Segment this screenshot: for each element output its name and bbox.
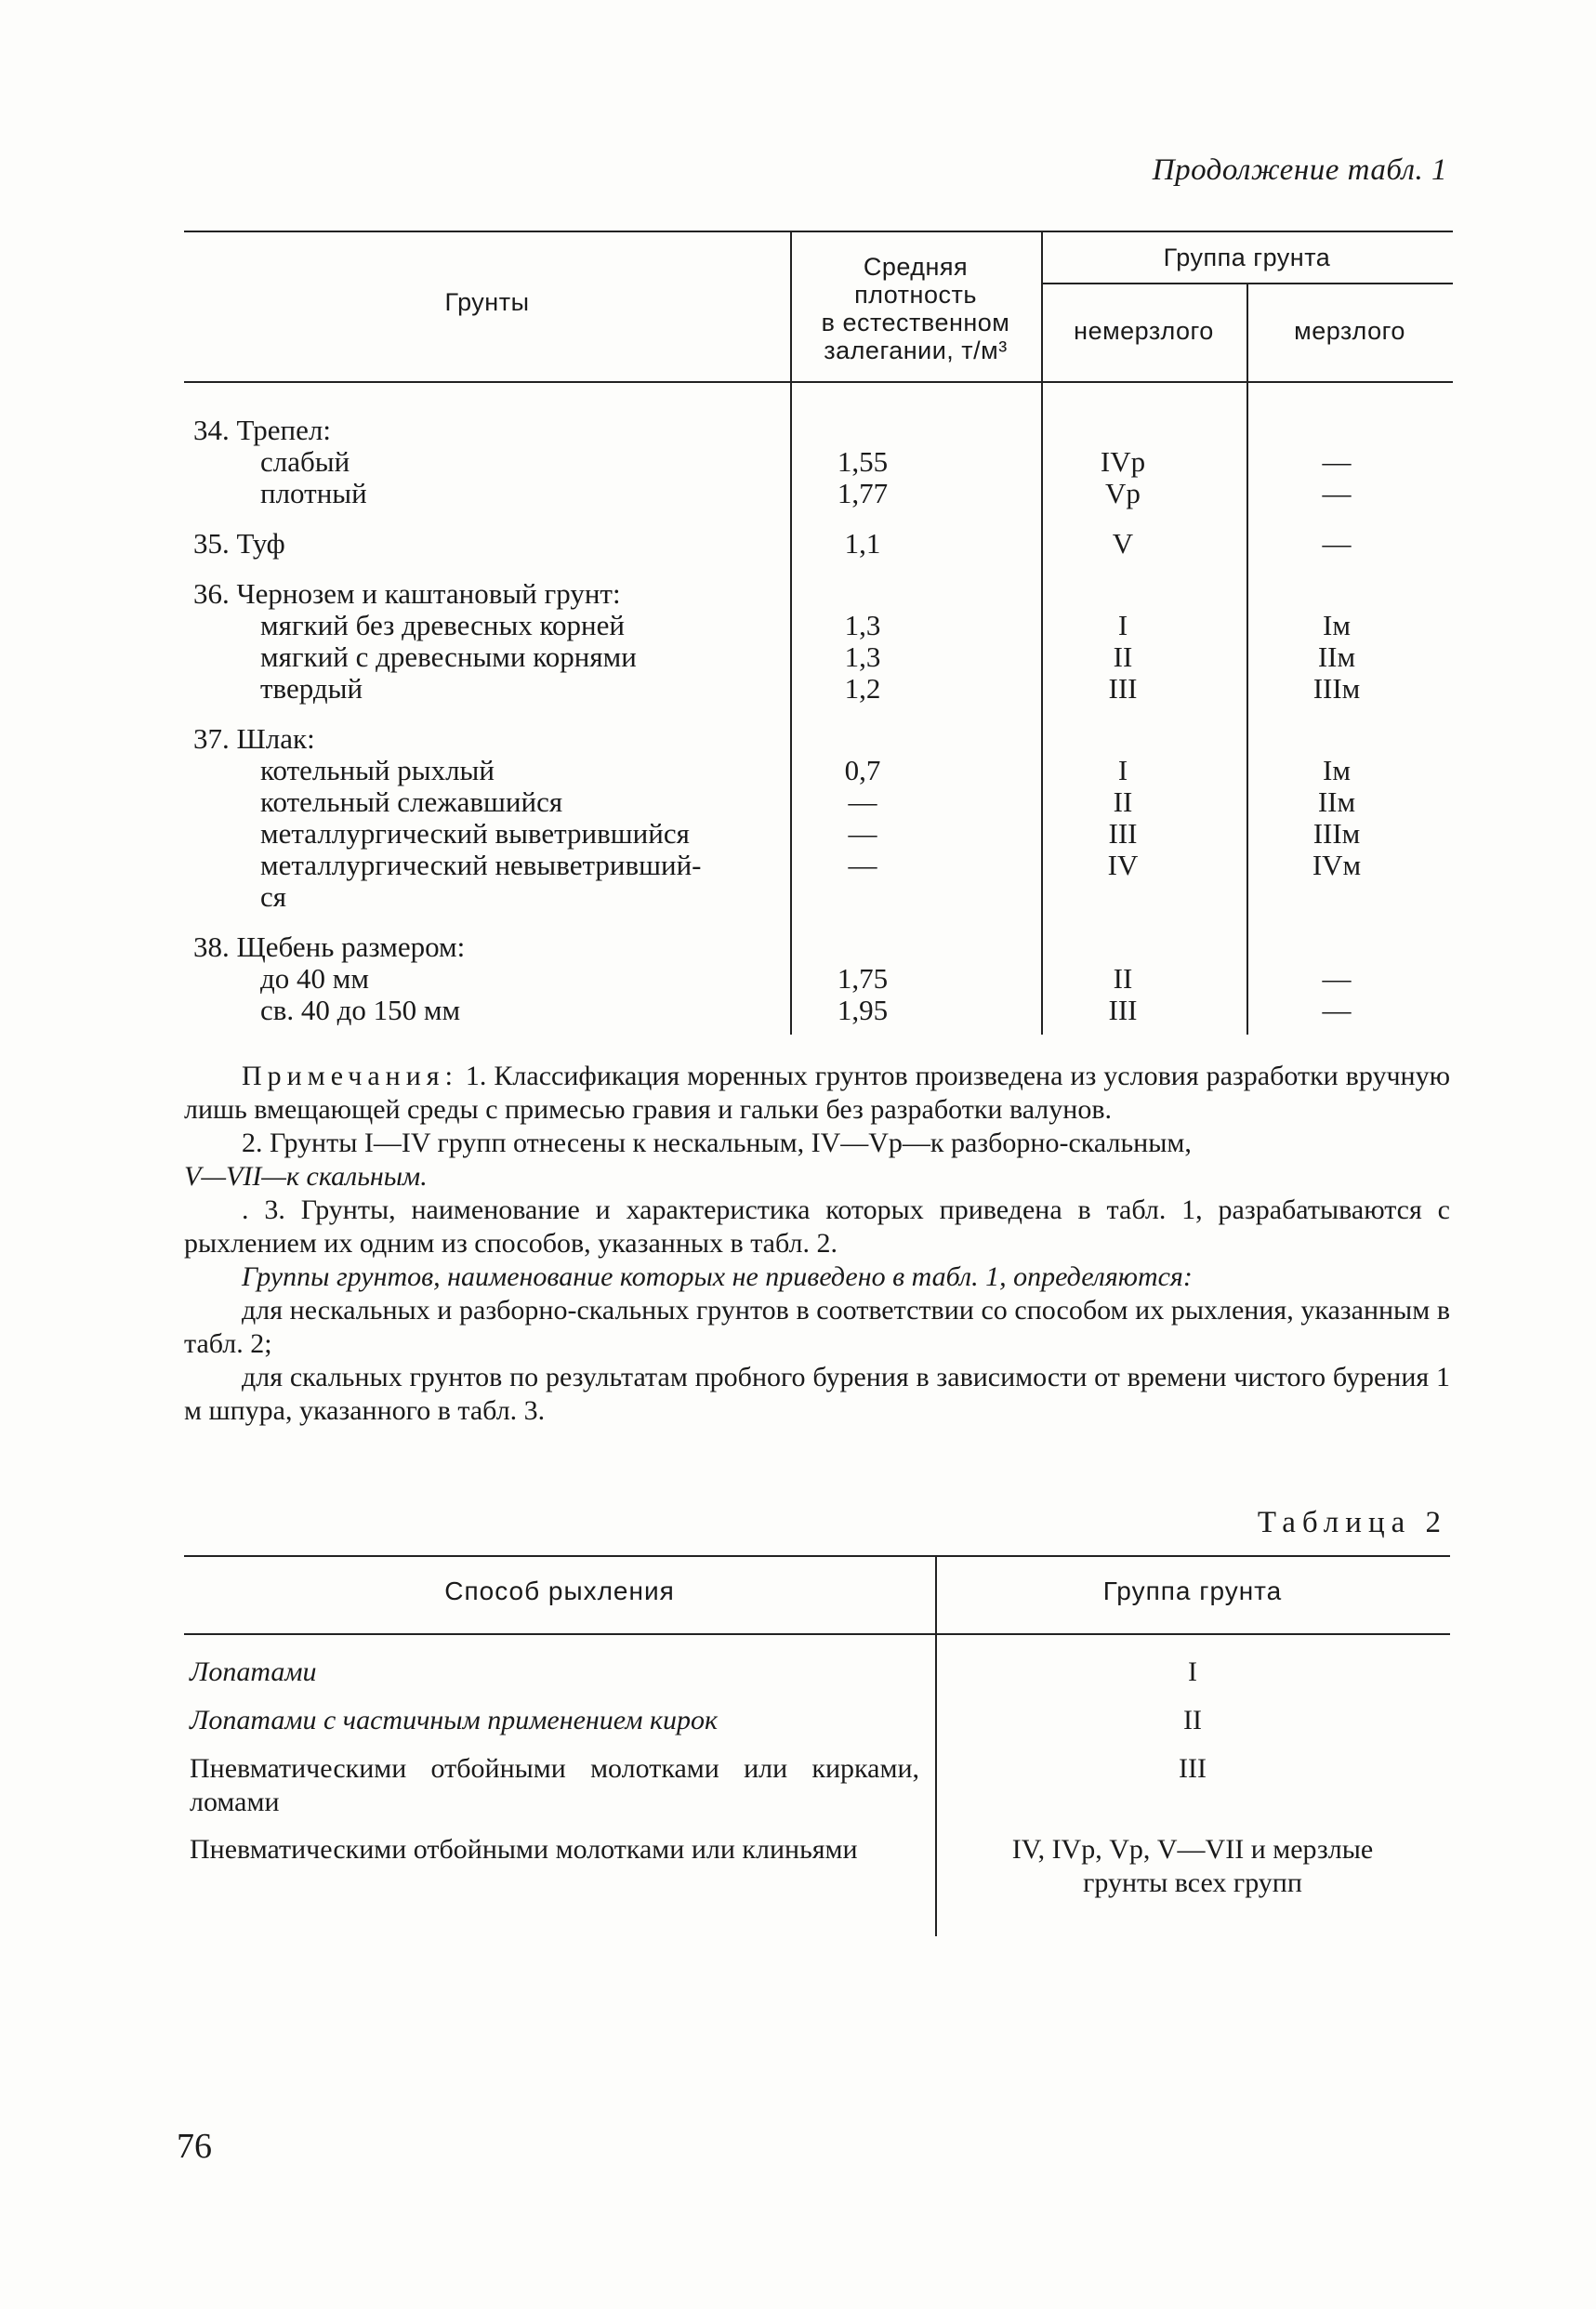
density-cell: 1,77 bbox=[837, 477, 889, 509]
table-row bbox=[184, 528, 1453, 560]
table-row bbox=[184, 578, 1453, 610]
group-cell: IV, IVр, Vр, V—VII и мерзлые грунты всех групп bbox=[1011, 1834, 1374, 1898]
density-cell: 1,55 bbox=[837, 445, 889, 478]
table-row bbox=[184, 818, 1453, 850]
table-1 bbox=[184, 231, 1453, 1039]
page-number: 76 bbox=[177, 2127, 212, 2166]
unfrozen-group-cell: II bbox=[1113, 962, 1133, 995]
unfrozen-group-cell: II bbox=[1113, 640, 1133, 673]
note-2 bbox=[184, 1127, 1450, 1194]
soil-name-cell: твердый bbox=[260, 672, 363, 705]
header-density-line: Средняя bbox=[863, 253, 969, 281]
soil-name-cell: металлургический выветрившийся bbox=[260, 817, 690, 850]
soil-name-cell: мягкий с древесными корнями bbox=[260, 640, 637, 673]
soil-name-cell: ся bbox=[260, 880, 287, 913]
density-cell: 1,95 bbox=[837, 994, 889, 1026]
table-row bbox=[184, 931, 1453, 963]
soil-name-cell: котельный слежавшийся bbox=[260, 785, 563, 818]
soil-name-cell: плотный bbox=[260, 477, 367, 509]
note-4 bbox=[184, 1260, 1450, 1294]
frozen-group-cell: IIм bbox=[1317, 785, 1356, 818]
frozen-group-cell: IVм bbox=[1312, 849, 1362, 881]
note-4-text: Группы грунтов, наименование которых не приведено в табл. 1, определяются: bbox=[242, 1261, 1193, 1292]
group-cell: II bbox=[1183, 1705, 1202, 1735]
soil-name-cell: мягкий без древесных корней bbox=[260, 609, 625, 641]
density-cell: — bbox=[848, 785, 877, 818]
unfrozen-group-cell: I bbox=[1117, 609, 1128, 641]
header-density-line: в естественном bbox=[821, 309, 1010, 336]
table-row bbox=[184, 755, 1453, 786]
note-2-text: 2. Грунты I—IV групп отнесены к нескальным, IV—Vр—к разборно-скальным, bbox=[242, 1128, 1192, 1158]
frozen-group-cell: IIIм bbox=[1312, 672, 1361, 705]
density-cell: 0,7 bbox=[844, 754, 881, 786]
frozen-group-cell: Iм bbox=[1323, 609, 1351, 641]
frozen-group-cell: IIм bbox=[1317, 640, 1356, 673]
table-row bbox=[184, 478, 1453, 509]
header-bottom-rule bbox=[184, 381, 1453, 383]
table-row bbox=[184, 963, 1453, 995]
table-row bbox=[184, 415, 1453, 446]
notes-heading: Примечания: bbox=[242, 1061, 458, 1091]
density-cell: 1,3 bbox=[844, 640, 881, 673]
density-cell: 1,1 bbox=[844, 527, 881, 560]
method-cell: Лопатами bbox=[190, 1656, 317, 1687]
table-row bbox=[184, 786, 1453, 818]
soil-name-cell: 34. Трепел: bbox=[193, 414, 331, 446]
group-cell: I bbox=[1188, 1656, 1197, 1687]
density-cell: — bbox=[848, 817, 877, 850]
table-2-top-rule bbox=[184, 1555, 1450, 1557]
table-row bbox=[184, 446, 1453, 478]
unfrozen-group-cell: IVр bbox=[1100, 445, 1146, 478]
unfrozen-group-cell: I bbox=[1117, 754, 1128, 786]
header-density-line: залегании, т/м³ bbox=[824, 336, 1008, 364]
notes bbox=[184, 1060, 1450, 1428]
unfrozen-group-cell: Vр bbox=[1105, 477, 1141, 509]
frozen-group-cell: — bbox=[1322, 527, 1352, 560]
header-group: Группа грунта bbox=[1163, 244, 1331, 271]
note-5: для нескальных и разборно-скальных грунтов в соответствии со способом их рыхления, указанным в табл. 2; bbox=[184, 1295, 1450, 1359]
frozen-group-cell: — bbox=[1322, 477, 1352, 509]
method-cell: Пневматическими отбойными молотками или клиньями bbox=[190, 1834, 858, 1865]
group-cell: III bbox=[1179, 1753, 1207, 1784]
unfrozen-group-cell: II bbox=[1113, 785, 1133, 818]
table-2-caption: Таблица 2 bbox=[1257, 1506, 1447, 1539]
density-cell: 1,2 bbox=[844, 672, 881, 705]
table-2-header-rule bbox=[184, 1633, 1450, 1635]
note-1-text: 1. Классификация моренных грунтов произведена из условия разработки вручную лишь вмещающей среды с примесью гравия и гальки без разработки валунов. bbox=[184, 1061, 1451, 1125]
header-unfrozen: немерзлого bbox=[1074, 317, 1214, 345]
frozen-group-cell: — bbox=[1322, 962, 1352, 995]
header-group-2: Группа грунта bbox=[1102, 1577, 1283, 1605]
table-row bbox=[184, 850, 1453, 881]
soil-name-cell: св. 40 до 150 мм bbox=[260, 994, 461, 1026]
continuation-caption: Продолжение табл. 1 bbox=[1152, 153, 1447, 187]
frozen-group-cell: — bbox=[1322, 994, 1352, 1026]
unfrozen-group-cell: III bbox=[1108, 817, 1138, 850]
frozen-group-cell: Iм bbox=[1323, 754, 1351, 786]
note-3: . 3. Грунты, наименование и характеристика которых приведена в табл. 1, разрабатываются с рыхлением их одним из способов, указанных в табл. 2. bbox=[184, 1194, 1450, 1259]
soil-name-cell: 36. Чернозем и каштановый грунт: bbox=[193, 577, 621, 610]
method-cell: Лопатами с частичным применением кирок bbox=[190, 1705, 719, 1735]
table-2 bbox=[184, 1555, 1450, 1936]
soil-name-cell: до 40 мм bbox=[260, 962, 370, 995]
soil-name-cell: слабый bbox=[260, 445, 350, 478]
soil-name-cell: 38. Щебень размером: bbox=[193, 930, 466, 963]
table-row bbox=[184, 641, 1453, 673]
header-frozen: мерзлого bbox=[1294, 317, 1405, 345]
method-cell: Пневматическими отбойными молотками или кирками, ломами bbox=[190, 1753, 919, 1817]
density-cell: — bbox=[848, 849, 877, 881]
note-1 bbox=[184, 1060, 1450, 1127]
unfrozen-group-cell: III bbox=[1108, 994, 1138, 1026]
frozen-group-cell: — bbox=[1322, 445, 1352, 478]
frozen-group-cell: IIIм bbox=[1312, 817, 1361, 850]
density-cell: 1,75 bbox=[837, 962, 889, 995]
soil-name-cell: котельный рыхлый bbox=[260, 754, 495, 786]
unfrozen-group-cell: III bbox=[1108, 672, 1138, 705]
soil-name-cell: металлургический невыветривший- bbox=[260, 849, 702, 881]
table-top-rule bbox=[184, 231, 1453, 232]
header-method: Способ рыхления bbox=[444, 1577, 675, 1605]
unfrozen-group-cell: V bbox=[1112, 527, 1134, 560]
note-2-text-cont: V—VII—к скальным. bbox=[184, 1161, 428, 1192]
table-2-col-divider bbox=[935, 1555, 937, 1936]
table-row bbox=[184, 723, 1453, 755]
soil-name-cell: 35. Туф bbox=[193, 527, 285, 560]
table-row bbox=[184, 610, 1453, 641]
density-cell: 1,3 bbox=[844, 609, 881, 641]
unfrozen-group-cell: IV bbox=[1107, 849, 1139, 881]
table-row bbox=[184, 995, 1453, 1026]
table-row bbox=[184, 673, 1453, 705]
note-6: для скальных грунтов по результатам пробного бурения в зависимости от времени чистого бурения 1 м шпура, указанного в табл. 3. bbox=[184, 1362, 1450, 1426]
soil-name-cell: 37. Шлак: bbox=[193, 722, 315, 755]
header-soils: Грунты bbox=[444, 288, 530, 316]
header-density-line: плотность bbox=[854, 281, 977, 309]
header-density bbox=[790, 253, 1041, 364]
table-row bbox=[184, 881, 1453, 913]
